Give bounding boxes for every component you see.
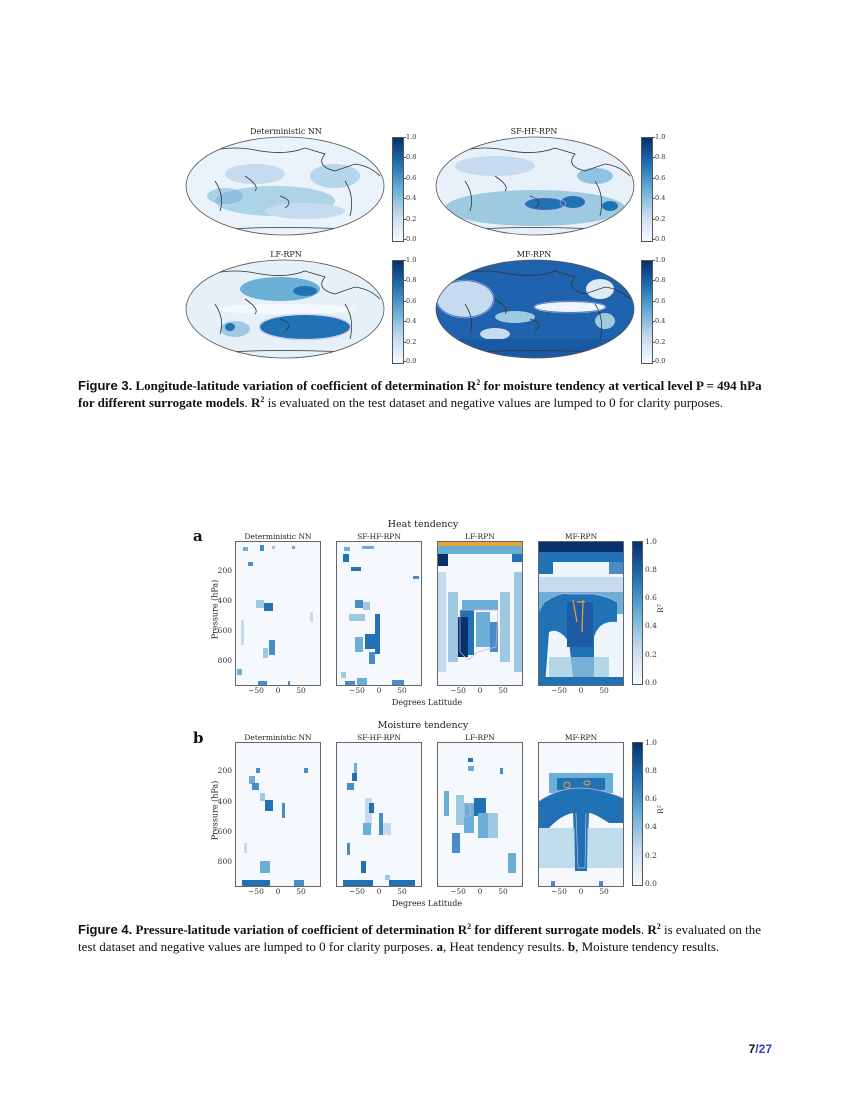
heatmap-moisture-mf-rpn [538, 742, 624, 887]
colorbar-tick: 0.2 [645, 650, 657, 659]
colorbar-tick: 0.0 [645, 678, 657, 687]
tick: 0.0 [655, 357, 666, 365]
y-tick: 200 [217, 566, 232, 575]
tick: 1.0 [406, 133, 417, 141]
y-tick: 200 [217, 766, 232, 775]
world-map-sf-hf-rpn [435, 136, 635, 236]
subplot-title: LF-RPN [465, 733, 495, 742]
y-tick: 400 [217, 596, 232, 605]
tick: 0.4 [655, 194, 666, 202]
caption-text: , Heat tendency results. [442, 938, 568, 954]
caption-panel-a-ref: a [436, 938, 443, 954]
x-tick: 50 [599, 887, 609, 896]
superscript: 2 [467, 922, 472, 931]
tick: 0.2 [406, 215, 417, 223]
heatmap-heat-lf-rpn [437, 541, 523, 686]
subplot-title: Deterministic NN [244, 532, 312, 541]
x-axis-label: Degrees Latitude [391, 899, 463, 908]
figure-3-caption [78, 378, 778, 411]
x-tick: 50 [296, 686, 306, 695]
caption-text: R [250, 394, 261, 410]
page-separator: / [755, 1042, 759, 1056]
subplot-title: SF-HF-RPN [357, 532, 401, 541]
x-tick: 50 [296, 887, 306, 896]
colorbar-tick: 0.6 [645, 794, 657, 803]
page-current: 7 [748, 1042, 756, 1056]
world-map-mf-rpn [435, 259, 635, 359]
colorbar-map-4 [641, 260, 653, 364]
tick: 0.6 [406, 297, 417, 305]
heatmap-moisture-lf-rpn [437, 742, 523, 887]
caption-text: is evaluated on the test dataset and negative values are lumped to 0 for clarity purposes. [264, 394, 724, 410]
panel-letter-a: a [193, 527, 203, 545]
figure-4-label: Figure 4. [78, 922, 133, 937]
colorbar-map-2 [641, 137, 653, 242]
x-tick: 0 [477, 686, 483, 695]
x-tick: −50 [349, 686, 365, 695]
x-tick: 50 [397, 686, 407, 695]
caption-panel-b-ref: b [567, 938, 576, 954]
figure-3-label: Figure 3. [78, 378, 133, 393]
tick: 0.8 [406, 276, 417, 284]
colorbar-label: R² [655, 805, 665, 814]
caption-text: Longitude-latitude variation of coefficient of determination R [135, 378, 477, 393]
colorbar-tick: 0.4 [645, 621, 657, 630]
map-title-deterministic-nn: Deterministic NN [250, 127, 322, 136]
colorbar-moisture [632, 742, 643, 886]
x-tick: −50 [450, 887, 466, 896]
suptitle-heat-tendency: Heat tendency [387, 519, 459, 530]
x-tick: −50 [248, 686, 264, 695]
tick: 0.6 [406, 174, 417, 182]
caption-bold [135, 922, 640, 937]
caption-text: for moisture tendency at vertical level P = 494 hPa for different surrogate models [78, 378, 762, 410]
y-axis-label: Pressure (hPa) [210, 579, 220, 640]
tick: 0.4 [406, 317, 417, 325]
caption-text: R [647, 922, 657, 937]
x-tick: 0 [275, 887, 281, 896]
subplot-title: SF-HF-RPN [357, 733, 401, 742]
x-tick: 0 [578, 887, 584, 896]
tick: 1.0 [655, 133, 666, 141]
y-tick: 600 [217, 626, 232, 635]
tick: 0.2 [655, 338, 666, 346]
map-title-lf-rpn: LF-RPN [270, 250, 302, 259]
x-tick: −50 [551, 686, 567, 695]
map-title-mf-rpn: MF-RPN [516, 250, 552, 259]
tick: 0.8 [655, 153, 666, 161]
colorbar-tick: 0.0 [645, 879, 657, 888]
caption-text: . [640, 922, 648, 937]
x-tick: −50 [349, 887, 365, 896]
tick: 1.0 [655, 256, 666, 264]
tick: 0.8 [655, 276, 666, 284]
world-map-lf-rpn [185, 259, 385, 359]
colorbar-tick: 0.2 [645, 851, 657, 860]
y-tick: 400 [217, 797, 232, 806]
caption-text: for different surrogate models [471, 922, 641, 937]
x-axis-label: Degrees Latitude [391, 698, 463, 707]
caption-text: . [244, 394, 251, 410]
x-tick: 0 [376, 686, 382, 695]
tick: 0.2 [655, 215, 666, 223]
page-number [749, 1042, 772, 1056]
tick: 0.6 [655, 174, 666, 182]
x-tick: 0 [578, 686, 584, 695]
colorbar-heat [632, 541, 643, 685]
tick: 0.2 [406, 338, 417, 346]
x-tick: −50 [248, 887, 264, 896]
superscript: 2 [476, 378, 481, 387]
x-tick: 0 [477, 887, 483, 896]
colorbar-tick: 0.8 [645, 565, 657, 574]
heatmap-moisture-deterministic-nn [235, 742, 321, 887]
caption-text: Pressure-latitude variation of coefficient of determination R [135, 922, 468, 937]
map-title-sf-hf-rpn: SF-HF-RPN [510, 127, 558, 136]
caption-text: is evaluated on the test dataset and negative values are lumped to 0 for clarity purposes. [78, 922, 762, 954]
colorbar-map-1 [392, 137, 404, 242]
heatmap-heat-deterministic-nn [235, 541, 321, 686]
colorbar-tick: 1.0 [645, 537, 657, 546]
superscript: 2 [656, 922, 661, 931]
x-tick: 0 [376, 887, 382, 896]
y-tick: 800 [217, 857, 232, 866]
y-tick: 600 [217, 827, 232, 836]
heatmap-heat-sf-hf-rpn [336, 541, 422, 686]
heatmap-heat-mf-rpn [538, 541, 624, 686]
y-tick: 800 [217, 656, 232, 665]
tick: 0.4 [406, 194, 417, 202]
tick: 0.8 [406, 153, 417, 161]
superscript: 2 [260, 394, 265, 404]
colorbar-tick: 0.8 [645, 766, 657, 775]
y-axis-label: Pressure (hPa) [210, 780, 220, 841]
colorbar-map-3 [392, 260, 404, 364]
subplot-title: MF-RPN [564, 532, 598, 541]
tick: 0.0 [655, 235, 666, 243]
colorbar-label: R² [655, 604, 665, 613]
tick: 0.0 [406, 235, 417, 243]
figure-4-caption [78, 922, 778, 955]
tick: 0.0 [406, 357, 417, 365]
tick: 0.4 [655, 317, 666, 325]
subplot-title: MF-RPN [564, 733, 598, 742]
x-tick: 50 [498, 887, 508, 896]
tick: 1.0 [406, 256, 417, 264]
x-tick: −50 [450, 686, 466, 695]
colorbar-tick: 1.0 [645, 738, 657, 747]
x-tick: 50 [397, 887, 407, 896]
colorbar-tick: 0.4 [645, 822, 657, 831]
x-tick: 50 [599, 686, 609, 695]
subplot-title: LF-RPN [465, 532, 495, 541]
world-map-deterministic-nn [185, 136, 385, 236]
x-tick: 0 [275, 686, 281, 695]
colorbar-tick: 0.6 [645, 593, 657, 602]
x-tick: −50 [551, 887, 567, 896]
page-total-link[interactable]: 27 [758, 1042, 772, 1056]
panel-letter-b: b [193, 729, 204, 747]
suptitle-moisture-tendency: Moisture tendency [377, 720, 469, 731]
heatmap-moisture-sf-hf-rpn [336, 742, 422, 887]
subplot-title: Deterministic NN [244, 733, 312, 742]
caption-text: , Moisture tendency results. [575, 938, 720, 954]
x-tick: 50 [498, 686, 508, 695]
tick: 0.6 [655, 297, 666, 305]
